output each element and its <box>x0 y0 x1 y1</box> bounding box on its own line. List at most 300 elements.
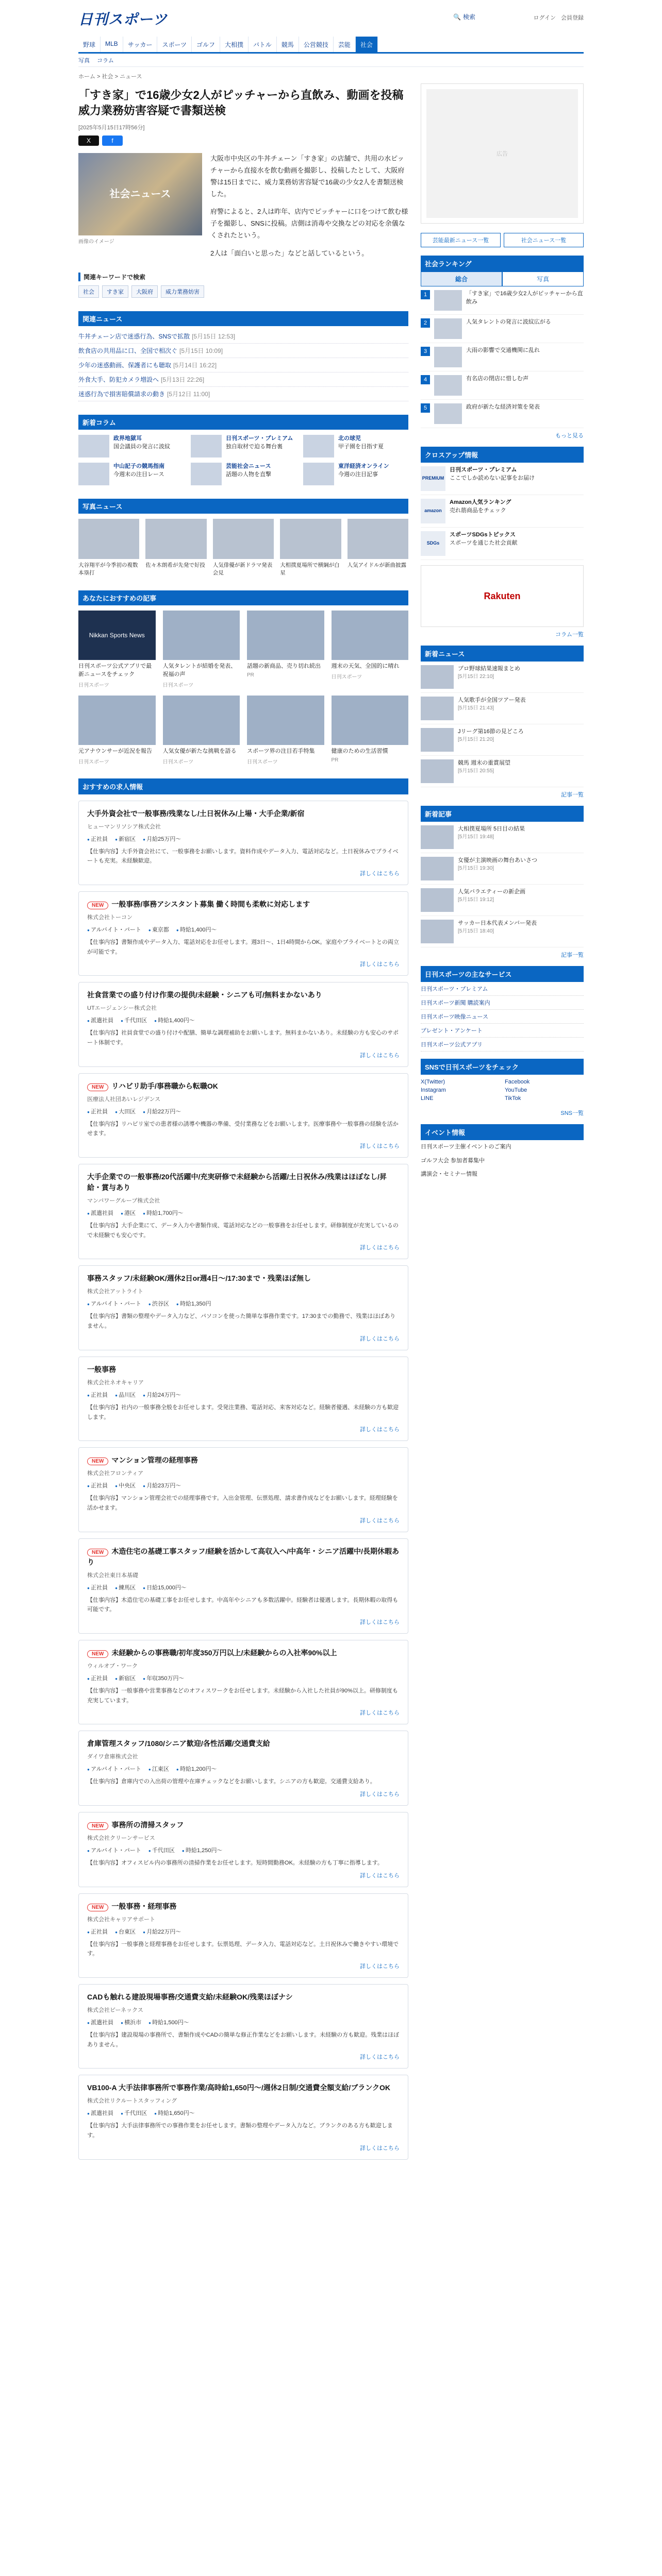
recommend-title: 健康のための生活習慣 <box>331 748 388 754</box>
recommend-thumb <box>332 611 409 660</box>
nav-item[interactable]: 競馬 <box>277 37 299 52</box>
recommend-source: 日刊スポーツ <box>78 682 109 688</box>
job-tag: ● 時給1,500円〜 <box>148 2018 189 2026</box>
recommend-heading: あなたにおすすめの記事 <box>78 590 408 605</box>
photo-tile-caption: 佐々木朗希が先発で好投 <box>145 562 205 569</box>
nikkan-thumb <box>421 920 454 943</box>
job-tag: ● 横浜市 <box>121 2018 141 2026</box>
job-tag: ● 正社員 <box>87 1583 108 1591</box>
job-tag: ● 月給22万円〜 <box>143 1107 181 1115</box>
job-title[interactable]: 大手企業での一般事務/20代活躍中/充実研修で未経験から活躍/土日祝休み/残業はほぼなし/昇給・賞与あり <box>87 1173 387 1192</box>
article-photo <box>78 153 202 265</box>
new-badge: NEW <box>87 1083 108 1091</box>
photo-tile[interactable] <box>280 519 341 577</box>
recommend-card[interactable] <box>247 611 324 688</box>
service-link[interactable]: 日刊スポーツ・プレミアム <box>421 982 584 996</box>
job-company: 株式会社アットライト <box>87 1289 143 1295</box>
job-title[interactable]: 一般事務 <box>87 1365 116 1374</box>
nikkan-date: [5月15日 19:48] <box>458 834 494 840</box>
recommend-thumb <box>163 611 240 660</box>
event-item[interactable]: ゴルフ大会 参加者募集中 <box>421 1157 485 1164</box>
recommend-source: 日刊スポーツ <box>247 759 278 765</box>
service-link[interactable]: 日刊スポーツ公式アプリ <box>421 1038 584 1052</box>
column-card[interactable] <box>303 435 408 457</box>
job-tag: ● 日給15,000円〜 <box>143 1583 187 1591</box>
job-card[interactable] <box>78 891 408 976</box>
job-more-link[interactable]: 詳しくはこちら <box>360 1143 400 1150</box>
nikkan-more-link[interactable]: 記事一覧 <box>561 952 584 958</box>
job-tag: ● 中央区 <box>115 1481 136 1489</box>
keyword-tag[interactable]: 大阪府 <box>131 285 158 298</box>
jobs-heading: おすすめの求人情報 <box>78 778 408 794</box>
recommend-card[interactable] <box>163 696 240 765</box>
recommend-card[interactable] <box>332 696 409 765</box>
job-title-row <box>87 2082 400 2093</box>
job-tags <box>87 1846 400 1854</box>
nikkan-text: 人気バラエティーの新企画 <box>458 889 526 895</box>
job-more-link[interactable]: 詳しくはこちら <box>360 2145 400 2151</box>
nikkan-list <box>421 822 584 947</box>
event-heading: イベント情報 <box>421 1124 584 1140</box>
subnav-item[interactable]: 写真 <box>78 57 90 64</box>
job-title[interactable]: 大手外資会社で一般事務/残業なし/土日祝休み/上場・大手企業/新宿 <box>87 809 305 818</box>
job-tag: ● 正社員 <box>87 1481 108 1489</box>
cross-item[interactable] <box>421 463 584 495</box>
side-news-text: 競馬 週末の重賞展望 <box>458 760 511 766</box>
column-card[interactable] <box>303 463 408 485</box>
job-title-row <box>87 899 400 910</box>
side-news-text: 人気歌手が全国ツアー発表 <box>458 697 526 703</box>
side-news-date: [5月15日 20:55] <box>458 768 494 774</box>
logo-text: 日刊スポーツ <box>78 11 168 28</box>
job-title[interactable]: マンション管理の経理事務 <box>111 1456 198 1465</box>
job-tag: ● 台東区 <box>115 1927 136 1936</box>
photo-image[interactable] <box>78 153 202 235</box>
recommend-source: 日刊スポーツ <box>162 682 194 688</box>
side-button[interactable]: 芸能最新ニュース一覧 <box>421 233 501 247</box>
job-title[interactable]: 未経験からの事務職/初年度350万円以上/未経験からの入社率90%以上 <box>111 1648 337 1657</box>
sns-facebook-link[interactable]: Facebook <box>505 1079 530 1085</box>
sns-line-link[interactable]: LINE <box>421 1095 434 1101</box>
job-title-row <box>87 1455 400 1466</box>
event-item[interactable]: 講演会・セミナー情報 <box>421 1171 477 1177</box>
job-tag: ● 派遣社員 <box>87 1209 113 1217</box>
job-tag: ● 渋谷区 <box>148 1299 169 1308</box>
job-description: 【仕事内容】社内の一般事務全般をお任せします。受発注業務、電話対応、来客対応など。経験者優遇、未経験の方も歓迎します。 <box>87 1404 399 1420</box>
job-card[interactable] <box>78 1893 408 1978</box>
nikkan-date: [5月15日 19:30] <box>458 865 494 871</box>
job-card[interactable] <box>78 1640 408 1724</box>
photo-caption: 社会ニュース <box>109 188 171 200</box>
job-company: ヒューマンリソシア株式会社 <box>87 823 161 830</box>
list-item[interactable] <box>78 358 408 372</box>
recommend-ad-label: Nikkan Sports News <box>89 631 145 639</box>
ranking-more-link[interactable]: もっと見る <box>555 433 584 439</box>
column-card[interactable] <box>78 435 184 457</box>
nav-item[interactable]: バトル <box>249 37 277 52</box>
nikkan-item[interactable] <box>421 916 584 947</box>
photo-tile[interactable] <box>145 519 206 577</box>
job-title[interactable]: CADも触れる建設現場事務/交通費支給/未経験OK/残業ほぼナシ <box>87 1993 293 2002</box>
column-text <box>226 463 271 485</box>
photo-tile[interactable] <box>213 519 274 577</box>
job-company: 株式会社トーコン <box>87 914 133 921</box>
cross-body <box>450 499 511 523</box>
ranking-list <box>421 286 584 428</box>
job-tag: ● 派遣社員 <box>87 1016 113 1024</box>
photo-thumb <box>280 519 341 559</box>
column-grid <box>78 435 408 485</box>
job-title-row <box>87 1546 400 1568</box>
job-tag: ● アルバイト・パート <box>87 1299 141 1308</box>
photo-thumb <box>213 519 274 559</box>
sns-x-link[interactable]: X(Twitter) <box>421 1079 445 1085</box>
side-news-thumb <box>421 728 454 752</box>
cross-text: ここでしか読めない記事をお届け <box>450 474 535 481</box>
job-more-link[interactable]: 詳しくはこちら <box>360 1245 400 1251</box>
job-title[interactable]: 事務スタッフ/未経験OK/週休2日or週4日〜/17:30まで・残業ほぼ無し <box>87 1274 311 1283</box>
recommend-source: 日刊スポーツ <box>78 759 109 765</box>
job-tag: ● 正社員 <box>87 1107 108 1115</box>
job-tag: ● 時給1,350円 <box>176 1299 211 1308</box>
rank-thumb <box>434 375 462 396</box>
job-title[interactable]: VB100-A 大手法律事務所で事務作業/高時給1,650円〜/週休2日制/交通費全額支給/ブランクOK <box>87 2083 391 2092</box>
service-link[interactable]: プレゼント・アンケート <box>421 1024 584 1038</box>
keyword-list <box>78 285 408 298</box>
ranking-item[interactable] <box>421 315 584 343</box>
new-badge: NEW <box>87 1549 108 1556</box>
column-title: 独自取材で迫る舞台裏 <box>226 443 283 450</box>
job-more-link[interactable]: 詳しくはこちら <box>360 1619 400 1625</box>
sns-tiktok-link[interactable]: TikTok <box>505 1095 521 1101</box>
job-title-row <box>87 1172 400 1193</box>
column-thumb <box>303 435 334 457</box>
share-buttons <box>78 135 408 146</box>
job-card[interactable] <box>78 1731 408 1806</box>
photo-tile[interactable] <box>78 519 139 577</box>
cross-text: 売れ筋商品をチェック <box>450 507 506 514</box>
nav-item[interactable]: 芸能 <box>334 37 356 52</box>
job-tag: ● 時給1,250円〜 <box>182 1846 223 1854</box>
job-card[interactable] <box>78 2075 408 2159</box>
side-news-heading: 新着ニュース <box>421 646 584 662</box>
side-news-thumb <box>421 665 454 689</box>
rank-text: 有名店の閉店に惜しむ声 <box>466 376 528 382</box>
recommend-title: 話題の新商品、売り切れ続出 <box>247 663 321 669</box>
side-news-thumb <box>421 697 454 720</box>
job-tag: ● 月給22万円〜 <box>143 1927 181 1936</box>
job-title-row <box>87 1364 400 1375</box>
register-link[interactable]: 会員登録 <box>561 15 584 21</box>
recommend-thumb <box>163 696 240 745</box>
column-source: 日刊スポーツ・プレミアム <box>226 435 293 442</box>
related-text: 少年の迷惑動画、保護者にも聴取 <box>78 362 172 369</box>
job-more-link[interactable]: 詳しくはこちら <box>360 1872 400 1879</box>
photo-tile[interactable] <box>347 519 408 577</box>
keyword-tag[interactable]: 社会 <box>78 285 99 298</box>
keywords-heading: 関連キーワードで検索 <box>78 273 408 281</box>
login-link[interactable]: ログイン <box>533 15 556 21</box>
nav-item[interactable]: MLB <box>101 37 123 52</box>
rank-text: 政府が新たな経済対策を発表 <box>466 404 540 410</box>
nikkan-date: [5月15日 19:12] <box>458 896 494 903</box>
cross-item[interactable] <box>421 528 584 560</box>
job-tag: ● 品川区 <box>115 1391 136 1399</box>
ranking-item[interactable] <box>421 286 584 315</box>
column-text <box>338 435 384 457</box>
job-more-link[interactable]: 詳しくはこちら <box>360 1427 400 1433</box>
ranking-heading: 社会ランキング <box>421 256 584 272</box>
nikkan-item[interactable] <box>421 853 584 885</box>
share-x-button[interactable]: X <box>78 135 99 146</box>
tab-overall[interactable]: 総合 <box>421 272 502 286</box>
column-card[interactable] <box>191 435 296 457</box>
search-button[interactable] <box>453 12 475 21</box>
nikkan-body <box>458 920 537 943</box>
job-card[interactable] <box>78 1812 408 1887</box>
column-card[interactable] <box>191 463 296 485</box>
global-nav <box>78 37 378 52</box>
site-header <box>78 0 584 54</box>
column-list-link[interactable]: コラム一覧 <box>555 632 584 638</box>
list-item[interactable] <box>78 344 408 358</box>
nav-item[interactable]: ゴルフ <box>192 37 220 52</box>
job-tag: ● 正社員 <box>87 1674 108 1682</box>
job-card[interactable] <box>78 1357 408 1441</box>
share-facebook-button[interactable]: f <box>102 135 123 146</box>
side-button[interactable]: 社会ニュース一覧 <box>504 233 584 247</box>
nikkan-body <box>458 888 525 912</box>
recommend-card[interactable] <box>163 611 240 688</box>
side-news-body <box>458 697 526 720</box>
job-tag: ● 正社員 <box>87 1927 108 1936</box>
job-card[interactable] <box>78 801 408 885</box>
keyword-tag[interactable]: 威力業務妨害 <box>161 285 204 298</box>
event-item[interactable]: 日刊スポーツ主催イベントのご案内 <box>421 1144 511 1150</box>
job-title[interactable]: 一般事務/事務アシスタント募集 働く時間も柔軟に対応します <box>111 900 310 908</box>
sns-more-link[interactable]: SNS一覧 <box>560 1110 584 1116</box>
list-item[interactable] <box>78 329 408 344</box>
column-source: 東洋経済オンライン <box>338 463 389 470</box>
recommend-title: 元アナウンサーが近況を報告 <box>78 748 152 754</box>
column-thumb <box>191 435 222 457</box>
job-company: 株式会社クリーンサービス <box>87 1835 155 1841</box>
new-badge: NEW <box>87 1650 108 1658</box>
job-tags <box>87 2109 400 2117</box>
sns-youtube-link[interactable]: YouTube <box>505 1087 527 1093</box>
ad-box[interactable] <box>421 83 584 224</box>
job-card[interactable] <box>78 1984 408 2069</box>
side-news-body <box>458 759 510 783</box>
ranking-item[interactable] <box>421 400 584 428</box>
sns-links <box>421 1075 584 1106</box>
nikkan-text: 女優が主演映画の舞台あいさつ <box>458 857 537 863</box>
nav-item-active[interactable]: 社会 <box>356 37 378 52</box>
recommend-title: 人気タレントが結婚を発表、祝福の声 <box>162 663 237 677</box>
content-layout <box>78 83 584 2160</box>
job-more-link[interactable]: 詳しくはこちら <box>360 1052 400 1059</box>
recommend-card[interactable] <box>332 611 409 688</box>
cross-heading: クロスアップ情報 <box>421 447 584 463</box>
rakuten-banner[interactable]: Rakuten <box>421 565 584 627</box>
job-more-link[interactable]: 詳しくはこちら <box>360 1517 400 1524</box>
job-title-row <box>87 1738 400 1749</box>
job-title[interactable]: 一般事務・経理事務 <box>111 1902 177 1910</box>
job-tag: ● アルバイト・パート <box>87 1846 141 1854</box>
job-more-link[interactable]: 詳しくはこちら <box>360 1963 400 1970</box>
job-title-row <box>87 1901 400 1912</box>
job-more-link[interactable]: 詳しくはこちら <box>360 1791 400 1798</box>
recommend-card[interactable] <box>78 611 156 688</box>
job-tag: ● 正社員 <box>87 1391 108 1399</box>
rank-thumb <box>434 347 462 367</box>
job-title[interactable]: 倉庫管理スタッフ/1080/シニア歓迎/各性活躍/交通費支給 <box>87 1739 270 1748</box>
nikkan-heading: 新着記事 <box>421 806 584 822</box>
job-card[interactable] <box>78 1073 408 1158</box>
job-more-link[interactable]: 詳しくはこちら <box>360 870 400 877</box>
list-item[interactable] <box>78 372 408 387</box>
job-title-row <box>87 1648 400 1658</box>
side-news-item[interactable] <box>421 756 584 787</box>
column-text <box>338 463 389 485</box>
job-title-row <box>87 1820 400 1831</box>
cross-item[interactable] <box>421 495 584 528</box>
new-badge: NEW <box>87 1904 108 1911</box>
column-text <box>113 435 170 457</box>
job-card[interactable] <box>78 1164 408 1259</box>
cross-body <box>450 531 518 556</box>
job-tags <box>87 835 400 843</box>
rank-text: 「すき家」で16歳少女2人がピッチャーから直飲み <box>466 291 583 305</box>
job-company: 医療法人社団あいレジデンス <box>87 1096 161 1103</box>
job-company: 株式会社リクルートスタッフィング <box>87 2098 177 2105</box>
job-tags <box>87 1583 400 1591</box>
side-news-list <box>421 662 584 787</box>
column-source: 芸能社会ニュース <box>226 463 271 470</box>
side-news-item[interactable] <box>421 662 584 693</box>
side-news-more-link[interactable]: 記事一覧 <box>561 792 584 798</box>
job-company: 株式会社キャリアサポート <box>87 1916 155 1923</box>
side-news-text: Jリーグ第16節の見どころ <box>458 728 524 735</box>
job-tags <box>87 925 400 934</box>
photo-thumb <box>347 519 408 559</box>
job-tag: ● 時給1,200円〜 <box>176 1765 217 1773</box>
job-more-link[interactable]: 詳しくはこちら <box>360 2054 400 2061</box>
nikkan-item[interactable] <box>421 885 584 916</box>
job-tag: ● 江東区 <box>148 1765 169 1773</box>
recommend-title: 週末の天気、全国的に晴れ <box>331 663 400 669</box>
column-card[interactable] <box>78 463 184 485</box>
service-link[interactable]: 日刊スポーツ映像ニュース <box>421 1010 584 1024</box>
job-description: 【仕事内容】マンション管理会社での経理事務です。入出金管理、伝票処理、請求書作成などをお願いします。経理経験を活かせます。 <box>87 1495 398 1511</box>
column-title: 今週の注目記事 <box>338 471 378 478</box>
account-links <box>534 13 584 22</box>
services-list <box>421 982 584 1052</box>
job-tag: ● アルバイト・パート <box>87 925 141 934</box>
rank-number: 1 <box>421 290 430 299</box>
sns-instagram-link[interactable]: Instagram <box>421 1087 446 1093</box>
nav-item[interactable]: 大相撲 <box>220 37 249 52</box>
list-item[interactable] <box>78 387 408 401</box>
service-link[interactable]: 日刊スポーツ新聞 購読案内 <box>421 996 584 1010</box>
recommend-card[interactable] <box>78 696 156 765</box>
job-company: 株式会社フロンティア <box>87 1470 144 1477</box>
keyword-tag[interactable]: すき家 <box>102 285 128 298</box>
job-title[interactable]: 社食営業での盛り付け作業の提供/未経験・シニアも可/無料まかないあり <box>87 991 322 999</box>
job-tag: ● 正社員 <box>87 835 108 843</box>
related-text: 外食大手、防犯カメラ増設へ <box>78 376 159 384</box>
recommend-thumb <box>247 611 324 660</box>
photo-tile-caption: 大相撲夏場所で横綱が白星 <box>280 562 340 577</box>
page <box>78 0 584 2160</box>
column-heading: 新着コラム <box>78 415 408 430</box>
breadcrumb[interactable]: ホーム > 社会 > ニュース <box>78 74 142 80</box>
new-badge: NEW <box>87 1822 108 1830</box>
job-description: 【仕事内容】書類作成やデータ入力、電話対応をお任せします。週3日〜、1日4時間からOK。家庭やプライベートとの両立が可能です。 <box>87 939 400 955</box>
side-news-item[interactable] <box>421 724 584 756</box>
job-title[interactable]: 木造住宅の基礎工事スタッフ/経験を活かして高収入へ/中高年・シニア活躍中/長期休暇あり <box>87 1547 400 1566</box>
job-tag: ● 大田区 <box>115 1107 136 1115</box>
new-badge: NEW <box>87 1458 108 1465</box>
job-tag: ● 東京都 <box>148 925 169 934</box>
nikkan-text: サッカー日本代表メンバー発表 <box>458 920 537 926</box>
job-card[interactable] <box>78 982 408 1066</box>
nav-item[interactable]: 公営競技 <box>299 37 334 52</box>
subnav-item[interactable]: コラム <box>97 57 114 64</box>
side-news-text: プロ野球結果速報まとめ <box>458 666 520 672</box>
job-tag: ● 年収350万円〜 <box>143 1674 184 1682</box>
site-logo[interactable] <box>78 9 168 28</box>
search-label: 検索 <box>462 13 475 21</box>
related-date: [5月12日 11:00] <box>167 391 210 398</box>
job-more-link[interactable]: 詳しくはこちら <box>360 1710 400 1717</box>
job-card[interactable] <box>78 1447 408 1532</box>
job-title[interactable]: リハビリ助手/事務職から転職OK <box>111 1081 218 1090</box>
related-date: [5月13日 22:26] <box>161 376 205 384</box>
side-buttons <box>421 233 584 247</box>
cross-title: 日刊スポーツ・プレミアム <box>450 467 517 473</box>
rank-text: 人気タレントの発言に波紋広がる <box>466 319 551 325</box>
job-more-link[interactable]: 詳しくはこちら <box>360 961 400 968</box>
sub-nav <box>78 54 584 67</box>
job-card[interactable] <box>78 1265 408 1350</box>
nikkan-item[interactable] <box>421 822 584 853</box>
recommend-grid <box>78 611 408 765</box>
nav-item[interactable]: スポーツ <box>157 37 192 52</box>
job-title[interactable]: 事務所の清掃スタッフ <box>111 1821 184 1829</box>
job-more-link[interactable]: 詳しくはこちら <box>360 1335 400 1342</box>
nav-item[interactable]: サッカー <box>123 37 158 52</box>
side-news-body <box>458 728 524 752</box>
job-card[interactable] <box>78 1538 408 1634</box>
job-description: 【仕事内容】大手外資会社にて、一般事務をお願いします。資料作成やデータ入力、電話対応など。土日祝休みでプライベートも充実。未経験歓迎。 <box>87 848 399 865</box>
ranking-item[interactable] <box>421 371 584 400</box>
nav-item[interactable]: 野球 <box>78 37 101 52</box>
photo-tile-caption: 人気アイドルが新曲披露 <box>347 562 407 569</box>
ranking-item[interactable] <box>421 343 584 371</box>
recommend-thumb <box>332 696 409 745</box>
side-news-item[interactable] <box>421 693 584 724</box>
column-thumb <box>303 463 334 485</box>
nikkan-text: 大相撲夏場所 5日目の結果 <box>458 826 525 832</box>
job-tag: ● 月給24万円〜 <box>143 1391 181 1399</box>
article-date: [2025年5月15日17時56分] <box>78 125 145 131</box>
job-description: 【仕事内容】一般事務や営業事務などのオフィスワークをお任せします。未経験から入社した社員が90%以上。研修制度も充実しています。 <box>87 1687 398 1704</box>
recommend-card[interactable] <box>247 696 324 765</box>
job-company: 株式会社ネオキャリア <box>87 1379 144 1386</box>
tab-photo[interactable]: 写真 <box>502 272 584 286</box>
cross-body <box>450 466 535 491</box>
